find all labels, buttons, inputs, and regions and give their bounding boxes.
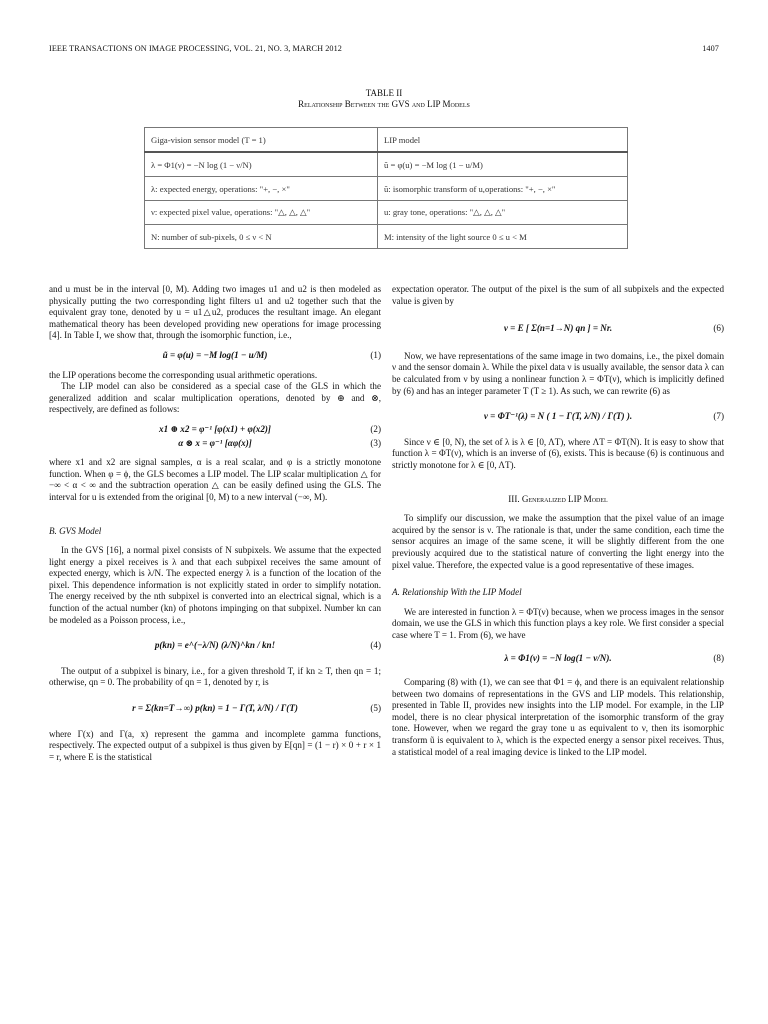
equation-3 bbox=[49, 438, 381, 450]
equation-2 bbox=[49, 424, 381, 436]
subsection-heading: B. GVS Model bbox=[49, 525, 102, 536]
paragraph: We are interested in function λ = ΦT(ν) because, when we process images in the sensor domain, we use the GLS in which this function plays a key role. We first consider a special case where T = 1. From (6), we have bbox=[392, 606, 724, 640]
equation-number: (5) bbox=[370, 703, 381, 714]
paragraph: and u must be in the interval [0, M). Adding two images u1 and u2 is then modeled as physically putting the two corresponding light filters u1 and u2 together such that the equivalent gray tone, denoted by u = u1△u2, produces the resultant image. An elegant mathematical theory has been developed providing new operations for image processing [4]. In Table I, we show that, through the isomorphic function, i.e., bbox=[49, 284, 381, 341]
table-title: Relationship Between the GVS and LIP Models bbox=[298, 99, 470, 109]
table-cell: ũ = φ(u) = −M log (1 − u/M) bbox=[378, 152, 628, 177]
table-row bbox=[145, 152, 628, 177]
equation-number: (8) bbox=[713, 653, 724, 664]
equation-number: (3) bbox=[370, 437, 381, 448]
table-caption bbox=[0, 88, 768, 110]
subsection-heading: A. Relationship With the LIP Model bbox=[392, 587, 522, 598]
table-cell: u: gray tone, operations: "△, △, △" bbox=[378, 201, 628, 225]
paragraph: expectation operator. The output of the pixel is the sum of all subpixels and the expected value is given by bbox=[392, 284, 724, 306]
equation-number: (6) bbox=[713, 323, 724, 334]
equation-number: (4) bbox=[370, 640, 381, 651]
equation-body: ũ = φ(u) = −M log(1 − u/M) bbox=[162, 349, 268, 360]
page-number: 1407 bbox=[702, 44, 719, 53]
table-row bbox=[145, 177, 628, 201]
paragraph: Since ν ∈ [0, N), the set of λ is λ ∈ [0, ΛT), where ΛT = ΦT(N). It is easy to show that function λ = ΦT(ν), which is an inverse of (6), exists. This is because (6) is continuous and strictly monotone for λ ∈ [0, ΛT). bbox=[392, 436, 724, 470]
equation-5 bbox=[49, 703, 381, 715]
equation-1 bbox=[49, 350, 381, 362]
equation-body: α ⊗ x = φ⁻¹ [αφ(x)] bbox=[178, 437, 252, 448]
paragraph: the LIP operations become the corresponding usual arithmetic operations. bbox=[49, 369, 318, 380]
equation-number: (1) bbox=[370, 349, 381, 360]
equation-7 bbox=[392, 411, 724, 423]
equation-body: x1 ⊕ x2 = φ⁻¹ [φ(x1) + φ(x2)] bbox=[159, 423, 271, 434]
equation-4 bbox=[49, 640, 381, 652]
paragraph: In the GVS [16], a normal pixel consists of N subpixels. We assume that the expected light energy a pixel receives is λ and that each subpixel receives the same amount of expected energy, which is λ/N. The expected energy λ is a function of the location of the pixel. This dependence information is not explicitly stated in order to simplify notation. The energy received by the nth subpixel is converted into an electrical signal, which is a function of the actual number (kn) of photons impinging on that subpixel. Number kn can be modeled as a Poisson process, i.e., bbox=[49, 545, 381, 625]
paragraph: The LIP model can also be considered as a special case of the GLS in which the generalized addition and scalar multiplication operations, denoted by ⊕ and ⊗, respectively, are defined as follows: bbox=[49, 381, 381, 415]
journal-name: IEEE TRANSACTIONS ON IMAGE PROCESSING, VOL. 21, NO. 3, MARCH 2012 bbox=[49, 44, 343, 53]
left-column bbox=[49, 284, 381, 763]
table-cell: M: intensity of the light source 0 ≤ u < M bbox=[378, 225, 628, 249]
section-heading: III. Generalized LIP Model bbox=[508, 493, 608, 504]
table-cell: ũ: isomorphic transform of u,operations: "+, −, ×" bbox=[378, 177, 628, 201]
table-label: TABLE II bbox=[365, 88, 403, 98]
table-header-row bbox=[145, 128, 628, 153]
paragraph: where x1 and x2 are signal samples, α is a real scalar, and φ is a strictly monotone function. When φ = ϕ, the GLS becomes a LIP model. The LIP scalar multiplication △ for −∞ < α < ∞ and the subtraction operation △ can be easily defined using the GLS. The interval for u is extended from the original [0, M) to a new interval (−∞, M). bbox=[49, 457, 381, 502]
equation-number: (7) bbox=[713, 411, 724, 422]
relationship-table bbox=[144, 127, 628, 249]
equation-number: (2) bbox=[370, 423, 381, 434]
paragraph: To simplify our discussion, we make the assumption that the pixel value of an image acquired by the sensor is ν. The rationale is that, under the same condition, each time the sensor acquires an image of the same scene, it will be slightly different from the one previously acquired due to the statistical nature of converting the light energy into the pixel value. Therefore, the expected value is a good representative of these images. bbox=[392, 513, 724, 570]
paragraph: Comparing (8) with (1), we can see that Φ1 = ϕ, and there is an equivalent relationship between two domains of representations in the GVS and LIP models. This relationship, presented in Table II, provides new insights into the LIP model. For example, in the LIP model, there is no clear physical interpretation of the isomorphic transform of the gray tone. However, when we regard the gray tone u as equivalent to ν, then its isomorphic transform ũ is equivalent to λ, which is the expected energy a sensor pixel receives. Thus, a statistical model of a real imaging device is linked to the LIP model. bbox=[392, 677, 724, 757]
equation-body: ν = E [ Σ(n=1→N) qn ] = Nr. bbox=[503, 323, 613, 334]
equation-body: p(kn) = e^(−λ/N) (λ/N)^kn / kn! bbox=[154, 640, 276, 651]
equation-body: ν = ΦT⁻¹(λ) = N ( 1 − Γ(T, λ/N) / Γ(T) ). bbox=[483, 411, 633, 422]
table-cell: N: number of sub-pixels, 0 ≤ ν < N bbox=[145, 225, 378, 249]
table-header-cell: Giga-vision sensor model (T = 1) bbox=[145, 128, 378, 153]
paragraph: The output of a subpixel is binary, i.e., for a given threshold T, if kn ≥ T, then qn = 1; otherwise, qn = 0. The probability of qn = 1, denoted by r, is bbox=[49, 665, 381, 688]
equation-6 bbox=[392, 323, 724, 335]
table-row bbox=[145, 225, 628, 249]
table-cell: λ = Φ1(ν) = −N log (1 − ν/N) bbox=[145, 152, 378, 177]
equation-body: λ = Φ1(ν) = −N log(1 − ν/N). bbox=[504, 653, 612, 664]
table-row bbox=[145, 201, 628, 225]
equation-body: r = Σ(kn=T→∞) p(kn) = 1 − Γ(T, λ/N) / Γ(T) bbox=[132, 703, 298, 714]
table-header-cell: LIP model bbox=[378, 128, 628, 153]
equation-8 bbox=[392, 653, 724, 665]
right-column bbox=[392, 284, 724, 758]
paragraph: Now, we have representations of the same image in two domains, i.e., the pixel domain ν and the sensor domain λ. While the pixel data ν is usually available, the sensor data λ can be calculated from ν by using a nonlinear function λ = ΦT(ν), which is implicitly defined by (6) and has an integer parameter T (T ≥ 1). As such, we can rewrite (6) as bbox=[392, 350, 724, 396]
table-cell: ν: expected pixel value, operations: "△, △, △" bbox=[145, 201, 378, 225]
paragraph: where Γ(x) and Γ(a, x) represent the gamma and incomplete gamma functions, respectively. The expected output of a subpixel is thus given by E[qn] = (1 − r) × 0 + r × 1 = r, where E is the statistical bbox=[49, 728, 381, 762]
table-cell: λ: expected energy, operations: "+, −, ×" bbox=[145, 177, 378, 201]
